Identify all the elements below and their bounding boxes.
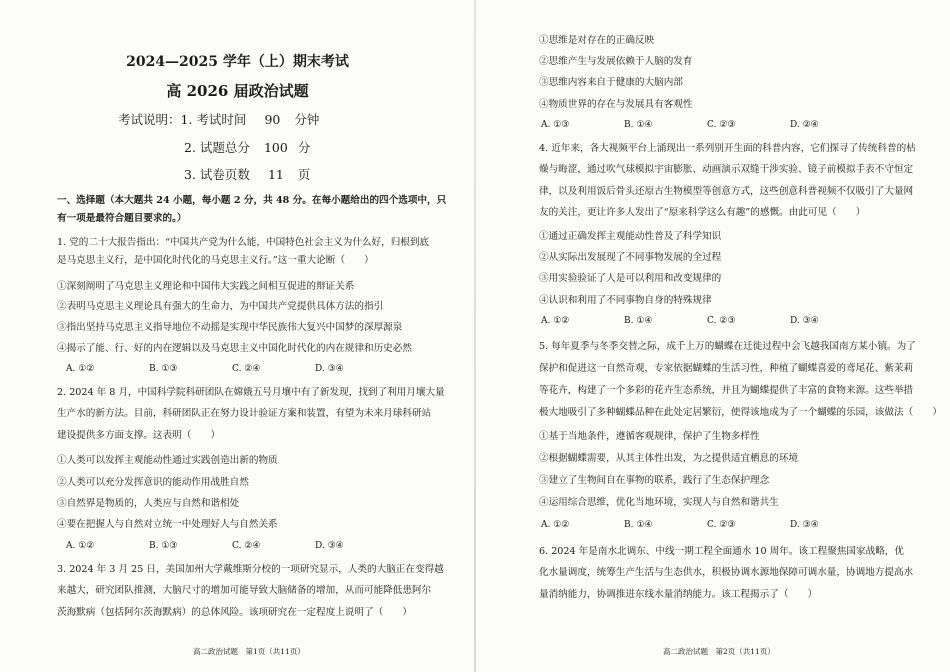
question-5-option: ③建立了生物间自在事物的联系，践行了生态保护理念	[539, 475, 770, 486]
question-4-stem-cont: 律，以及利用饭后骨头还原古生物模型等创意方式，这些创意科普视频不仅吸引了大量网	[539, 186, 914, 197]
question-2-stem: 2. 2024 年 8 月，中国科学院科研团队在嫦娥五号月壤中有了新发现，找到了利用月壤大量	[57, 387, 445, 398]
question-5-stem-cont: 极大地吸引了多种蝴蝶品种在此处定居繁衍，使得该地成为了一个蝴蝶的乐园，该做法（ ）	[539, 407, 942, 418]
question-4-option: ③用实验验证了人是可以利用和改变规律的	[539, 273, 722, 284]
question-1-option: ①深刻阐明了马克思主义理论和中国伟大实践之间相互促进的辩证关系	[57, 281, 355, 292]
question-1-option: ④揭示了能、行、好的内在逻辑以及马克思主义中国化时代化的内在规律和历史必然	[57, 343, 412, 354]
question-2-option: ②人类可以充分发挥意识的能动作用战胜自然	[57, 477, 249, 488]
question-3-stem-cont: 茨海默病（包括阿尔茨海默病）的总体风险。该项研究在一定程度上说明了（ ）	[57, 607, 412, 618]
question-5-option: ④运用综合思维，优化当地环境，实现人与自然和谐共生	[539, 497, 779, 508]
question-1-choices: A. ①② B. ①③ C. ②④ D. ③④	[66, 364, 344, 374]
question-3-option: ③思维内容来自于健康的大脑内部	[539, 77, 683, 88]
question-4-stem: 4. 近年来，各大视频平台上涌现出一系列别开生面的科普内容，它们探寻了传统科普的枯	[539, 143, 916, 154]
question-2-choices: A. ①② B. ①③ C. ②④ D. ③④	[66, 541, 344, 551]
exam-info-pages: 3. 试卷页数 11 页	[184, 167, 311, 182]
question-4-option: ②从实际出发展现了不同事物发展的全过程	[539, 252, 722, 263]
question-5-stem-cont: 等花卉，构建了一个多彩的花卉生态系统，并且为蝴蝶提供了丰富的食物来源。这些举措	[539, 385, 914, 396]
exam-info-score: 2. 试题总分 100 分	[184, 140, 311, 155]
section-heading: 一、选择题（本大题共 24 小题，每小题 2 分，共 48 分。在每小题给出的四个选项中，只	[57, 195, 447, 206]
question-6-stem-cont: 量消纳能力，协调推进东线水量消纳能力。该工程揭示了（ ）	[539, 589, 818, 600]
question-1-stem-cont: 是马克思主义行，是中国化时代化的马克思主义行。”这一重大论断（ ）	[57, 255, 374, 266]
exam-subtitle: 高 2026 届政治试题	[166, 82, 309, 100]
question-5-option: ①基于当地条件，遵循客观规律，保护了生物多样性	[539, 431, 760, 442]
question-3-stem-cont: 来越大，研究团队推测，大脑尺寸的增加可能导致大脑储备的增加，从而可能降低患阿尔	[57, 585, 432, 596]
question-2-stem-cont: 建设提供多方面支撑。这表明（ ）	[57, 430, 221, 441]
section-heading-cont: 有一项是最符合题目要求的。）	[57, 213, 187, 224]
question-2-stem-cont: 生产水的新方法。目前，科研团队正在努力设计验证方案和装置，有望为未来月球科研站	[57, 408, 432, 419]
question-6-stem: 6. 2024 年是南水北调东、中线一期工程全面通水 10 周年。该工程聚焦国家战略，优	[539, 546, 904, 557]
page-2	[475, 0, 950, 672]
question-5-option: ②根据蝴蝶需要，从其主体性出发，为之提供适宜栖息的环境	[539, 453, 799, 464]
question-4-stem-cont: 燥与晦涩，通过吹气球模拟宇宙膨胀、动画演示双缝干涉实验、镜子前模拟手表不守恒定	[539, 164, 914, 175]
exam-info-time: 考试说明：1. 考试时间 90 分钟	[118, 112, 320, 127]
question-3-option: ④物质世界的存在与发展具有客观性	[539, 99, 693, 110]
question-1-stem: 1. 党的二十大报告指出：“中国共产党为什么能，中国特色社会主义为什么好，归根到底	[57, 237, 430, 248]
question-6-stem-cont: 化水量调度，统筹生产生活与生态供水，积极协调水源地保障可调水量，协调地方提高水	[539, 567, 914, 578]
question-4-choices: A. ①② B. ①④ C. ②③ D. ③④	[541, 316, 819, 326]
question-2-option: ④要在把握人与自然对立统一中处理好人与自然关系	[57, 519, 278, 530]
question-5-stem-cont: 保护和促进这一自然奇观，专家依据蝴蝶的生活习性，种植了蝴蝶喜爱的鸢尾花、紫茉莉	[539, 363, 914, 374]
question-1-option: ③指出坚持马克思主义指导地位不动摇是实现中华民族伟大复兴中国梦的深厚源泉	[57, 322, 403, 333]
question-1-option: ②表明马克思主义理论具有强大的生命力，为中国共产党提供具体方法的指引	[57, 301, 384, 312]
question-4-option: ①通过正确发挥主观能动性普及了科学知识	[539, 231, 722, 242]
page-footer: 高二政治试题 第1页（共11页）	[193, 647, 305, 656]
page-footer: 高二政治试题 第2页（共11页）	[663, 647, 775, 656]
question-2-option: ①人类可以发挥主观能动性通过实践创造出新的物质	[57, 455, 278, 466]
question-3-stem: 3. 2024 年 3 月 25 日，美国加州大学戴维斯分校的一项研究显示，人类的大脑正在变得越	[57, 564, 444, 575]
exam-title: 2024—2025 学年（上）期末考试	[126, 54, 349, 70]
question-5-choices: A. ①② B. ①④ C. ②③ D. ③④	[541, 520, 819, 530]
question-2-option: ③自然界是物质的，人类应与自然和谐相处	[57, 498, 240, 509]
question-3-option: ①思维是对存在的正确反映	[539, 35, 655, 46]
question-4-stem-cont: 友的关注，更让许多人发出了“原来科学这么有趣”的感慨。由此可见（ ）	[539, 207, 866, 218]
question-4-option: ④认识和利用了不同事物自身的特殊规律	[539, 295, 712, 306]
question-3-option: ②思维产生与发展依赖于人脑的发育	[539, 56, 693, 67]
question-3-choices: A. ①③ B. ①④ C. ②③ D. ②④	[541, 120, 819, 130]
question-5-stem: 5. 每年夏季与冬季交替之际，成千上万的蝴蝶在迁徙过程中会飞越我国南方某小镇。为了	[539, 341, 916, 352]
